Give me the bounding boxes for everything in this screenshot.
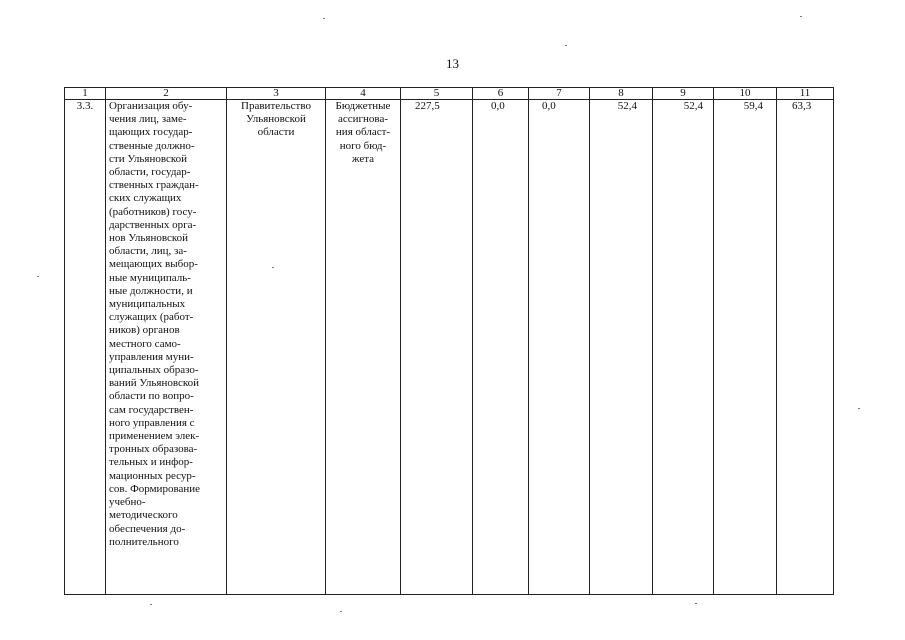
value-cell-7: 0,0 [529,100,590,595]
scan-speck [272,267,274,268]
activity-description-cell: Организация обу- чения лиц, заме- щающих государ- ственные должно- сти Ульяновской области, государ- ственных граждан- ских служащих (работников) госу- дарственных орга- нов Ульяновской области, лиц, за- мещающих выбор- ные муниципаль- ные должности, и муниципальных служащих (работ- ников) органов местного само- управления муни- ципальных образо- ваний Ульяновской области по вопро- сам государствен- ного управления с применением элек- тронных образова- тельных и инфор- мационных ресур- сов. Формирование учебно- методического обеспечения до- полнительного [106,100,227,595]
row-number-cell: 3.3. [65,100,106,595]
page-number: 13 [446,56,459,71]
column-header-3: 3 [227,88,326,100]
column-header-5: 5 [401,88,473,100]
column-header-10: 10 [714,88,777,100]
scan-speck [150,604,152,605]
column-header-2: 2 [106,88,227,100]
scan-speck [800,16,802,17]
scan-speck [858,408,860,409]
value-cell-8: 52,4 [590,100,653,595]
table-row [65,100,834,595]
total-cell: 227,5 [401,100,473,595]
scan-speck [565,45,567,46]
column-header-8: 8 [590,88,653,100]
column-header-7: 7 [529,88,590,100]
scan-speck [340,611,342,612]
value-cell-6: 0,0 [473,100,529,595]
column-header-9: 9 [653,88,714,100]
header-row [65,88,834,100]
scan-speck [37,276,39,277]
executor-cell: Правительство Ульяновской области [227,100,326,595]
column-header-1: 1 [65,88,106,100]
value-cell-11: 63,3 [777,100,834,595]
funding-source-cell: Бюджетные ассигнова- ния област- ного бюд- жета [326,100,401,595]
scan-speck [323,18,325,19]
budget-table [64,87,834,595]
column-header-11: 11 [777,88,834,100]
scan-speck [695,603,697,604]
value-cell-9: 52,4 [653,100,714,595]
column-header-6: 6 [473,88,529,100]
value-cell-10: 59,4 [714,100,777,595]
column-header-4: 4 [326,88,401,100]
